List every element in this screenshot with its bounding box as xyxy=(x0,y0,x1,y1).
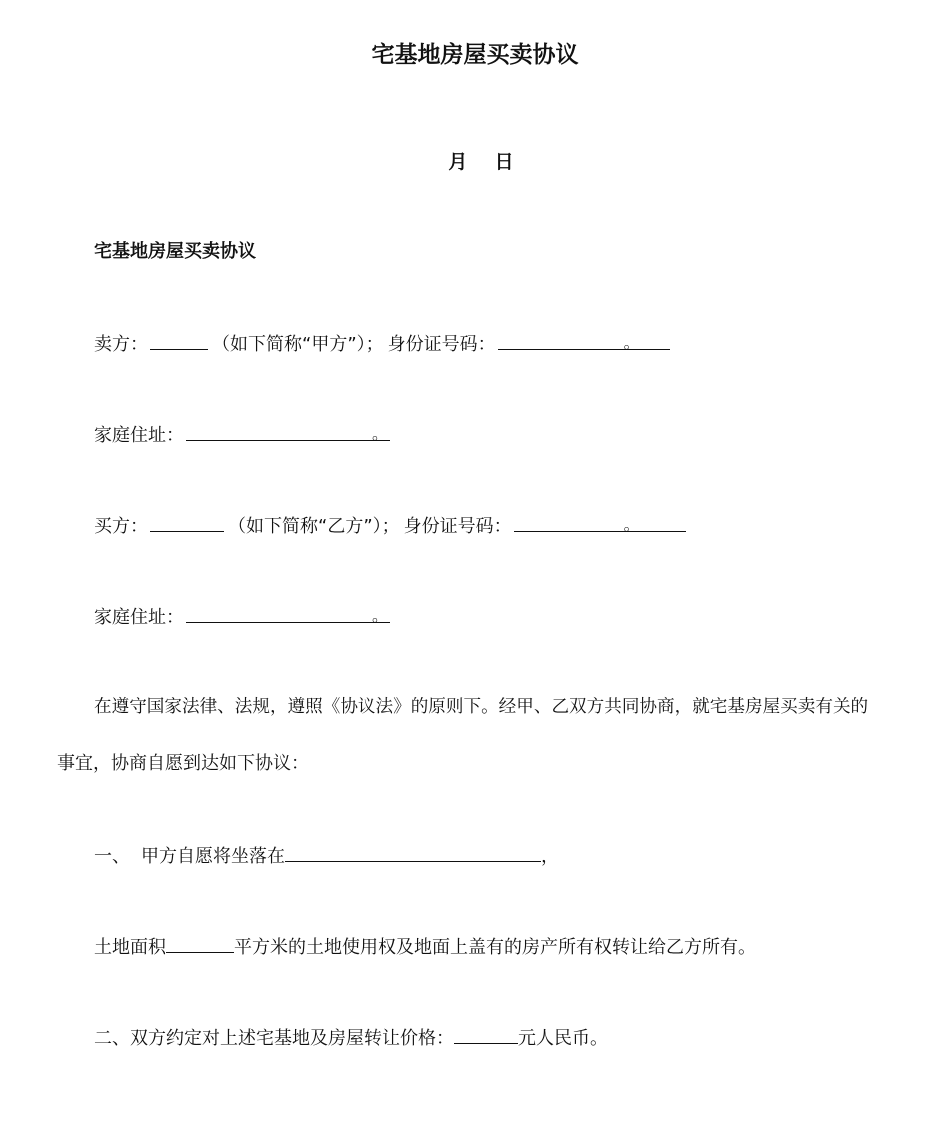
seller-id-blank[interactable] xyxy=(498,331,670,350)
buyer-id-blank[interactable] xyxy=(514,513,686,532)
clause-1-comma: ， xyxy=(541,846,559,867)
buyer-name-blank[interactable] xyxy=(150,513,224,532)
buyer-line xyxy=(94,513,686,539)
seller-label: 卖方： xyxy=(94,334,148,355)
seller-line xyxy=(94,331,670,357)
seller-alias: （如下简称“甲方”）； xyxy=(212,334,384,355)
buyer-address-line xyxy=(94,604,390,630)
document-title: 宅基地房屋买卖协议 xyxy=(371,42,579,68)
preamble-line-2: 事宜，协商自愿到达如下协议： xyxy=(57,753,309,774)
clause-1-cont-line xyxy=(94,934,756,960)
date-month: 月 xyxy=(448,151,468,173)
preamble-line-1: 在遵守国家法律、法规，遵照《协议法》的原则下。经甲、乙双方共同协商，就宅基房屋买卖有关的 xyxy=(94,697,869,717)
price-blank[interactable] xyxy=(454,1025,518,1044)
buyer-alias: （如下简称“乙方”）； xyxy=(228,516,400,537)
document-subtitle: 宅基地房屋买卖协议 xyxy=(94,241,256,262)
land-area-blank[interactable] xyxy=(166,934,234,953)
land-area-prefix: 土地面积 xyxy=(94,937,166,958)
buyer-address-blank[interactable] xyxy=(186,604,390,623)
buyer-id-label: 身份证号码： xyxy=(403,516,512,537)
clause-2-prefix: 二、双方约定对上述宅基地及房屋转让价格： xyxy=(94,1028,454,1049)
seller-id-label: 身份证号码： xyxy=(387,334,496,355)
clause-2-suffix: 元人民币。 xyxy=(518,1028,608,1049)
clause-1-number: 一、 xyxy=(94,846,130,867)
buyer-address-period: 。 xyxy=(372,606,389,625)
document-date xyxy=(0,150,950,174)
clause-1-location-blank[interactable] xyxy=(285,843,541,862)
clause-2-line xyxy=(94,1025,608,1051)
seller-id-period: 。 xyxy=(623,333,640,352)
buyer-address-label: 家庭住址： xyxy=(94,607,184,628)
seller-name-blank[interactable] xyxy=(150,331,208,350)
seller-address-blank[interactable] xyxy=(186,422,390,441)
seller-address-line xyxy=(94,422,390,448)
clause-1-line xyxy=(94,843,559,869)
land-area-suffix: 平方米的土地使用权及地面上盖有的房产所有权转让给乙方所有。 xyxy=(234,937,756,958)
seller-address-period: 。 xyxy=(372,424,389,443)
buyer-id-period: 。 xyxy=(623,515,640,534)
date-day: 日 xyxy=(494,151,514,173)
clause-1-text: 甲方自愿将坐落在 xyxy=(141,846,285,867)
seller-address-label: 家庭住址： xyxy=(94,425,184,446)
buyer-label: 买方： xyxy=(94,516,148,537)
